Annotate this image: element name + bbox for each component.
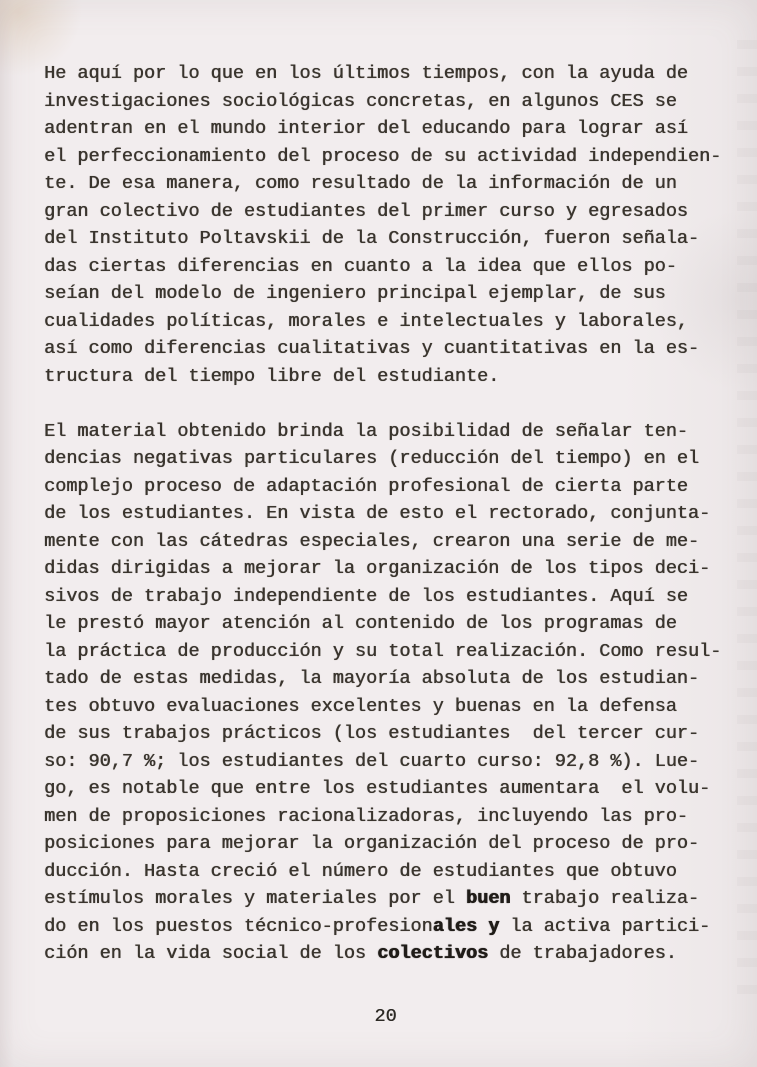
text-line xyxy=(44,225,734,253)
text-segment: de sus trabajos prácticos (los estudiantes del tercer cur- xyxy=(44,723,700,744)
text-segment: del Instituto Poltavskii de la Construcción, fueron señala- xyxy=(44,228,700,249)
text-line xyxy=(44,363,734,391)
text-segment: so: 90,7 %; los estudiantes del cuarto curso: 92,8 %). Lue- xyxy=(44,750,700,772)
text-line xyxy=(44,445,734,473)
bold-text-segment: colectivos xyxy=(377,943,489,964)
text-line xyxy=(44,885,734,913)
text-line xyxy=(44,803,734,831)
text-line xyxy=(44,913,734,941)
page-number: 20 xyxy=(374,1006,397,1027)
text-line xyxy=(44,583,734,611)
paragraph xyxy=(44,60,734,390)
text-segment: dencias negativas particulares (reducción del tiempo) en el xyxy=(44,448,700,469)
text-line xyxy=(44,253,734,281)
text-segment: investigaciones sociológicas concretas, en algunos CES se xyxy=(44,90,677,112)
text-line xyxy=(44,555,734,583)
paragraph xyxy=(44,418,734,968)
text-line xyxy=(44,610,734,638)
text-segment: así como diferencias cualitativas y cuantitativas en la es- xyxy=(44,338,700,359)
text-segment: tructura del tiempo libre del estudiante. xyxy=(44,365,500,387)
text-segment: ción en la vida social de los xyxy=(44,943,378,964)
text-line xyxy=(44,665,734,693)
text-segment: posiciones para mejorar la organización del proceso de pro- xyxy=(44,833,700,854)
text-segment: cualidades políticas, morales e intelectuales y laborales, xyxy=(44,310,688,332)
text-line xyxy=(44,830,734,858)
text-line xyxy=(44,198,734,226)
text-segment: complejo proceso de adaptación profesional de cierta parte xyxy=(44,475,688,497)
text-segment: El material obtenido brinda la posibilidad de señalar ten- xyxy=(44,420,688,442)
bold-text-segment: buen xyxy=(465,888,511,909)
bleedthrough-texture xyxy=(737,40,757,1000)
text-segment: tado de estas medidas, la mayoría absoluta de los estudian- xyxy=(44,668,700,689)
text-line xyxy=(44,638,734,666)
text-line xyxy=(44,335,734,363)
text-line xyxy=(44,88,734,116)
text-line xyxy=(44,308,734,336)
text-line xyxy=(44,170,734,198)
text-line xyxy=(44,775,734,803)
text-line xyxy=(44,60,734,88)
text-segment: do en los puestos técnico-profesion xyxy=(44,915,433,937)
text-segment: le prestó mayor atención al contenido de los programas de xyxy=(44,613,677,634)
text-segment: ducción. Hasta creció el número de estudiantes que obtuvo xyxy=(44,860,677,882)
text-segment: das ciertas diferencias en cuanto a la idea que ellos po- xyxy=(44,255,677,277)
text-segment: estímulos morales y materiales por el xyxy=(44,888,466,909)
text-line xyxy=(44,500,734,528)
text-line xyxy=(44,418,734,446)
text-segment: de trabajadores. xyxy=(488,943,677,964)
text-segment: te. De esa manera, como resultado de la información de un xyxy=(44,173,677,194)
bold-text-segment: ales y xyxy=(432,915,500,937)
text-segment: la práctica de producción y su total realización. Como resul- xyxy=(44,640,722,662)
text-segment: didas dirigidas a mejorar la organización de los tipos deci- xyxy=(44,558,711,579)
text-line xyxy=(44,473,734,501)
text-line xyxy=(44,748,734,776)
text-segment: adentran en el mundo interior del educando para lograr así xyxy=(44,118,688,139)
text-segment: gran colectivo de estudiantes del primer curso y egresados xyxy=(44,200,688,222)
text-segment: de los estudiantes. En vista de esto el rectorado, conjunta- xyxy=(44,503,711,524)
text-segment: go, es notable que entre los estudiantes aumentara el volu- xyxy=(44,778,711,799)
text-segment: tes obtuvo evaluaciones excelentes y buenas en la defensa xyxy=(44,695,677,717)
text-line xyxy=(44,143,734,171)
text-segment: seían del modelo de ingeniero principal ejemplar, de sus xyxy=(44,283,666,304)
text-segment: men de proposiciones racionalizadoras, incluyendo las pro- xyxy=(44,805,688,827)
text-block xyxy=(44,60,734,968)
text-line xyxy=(44,528,734,556)
text-segment: el perfeccionamiento del proceso de su actividad independien- xyxy=(44,145,722,167)
text-segment: He aquí por lo que en los últimos tiempos, con la ayuda de xyxy=(44,63,688,84)
text-line xyxy=(44,858,734,886)
text-line xyxy=(44,280,734,308)
text-line xyxy=(44,720,734,748)
text-segment: sivos de trabajo independiente de los estudiantes. Aquí se xyxy=(44,585,688,607)
text-line xyxy=(44,940,734,968)
text-line xyxy=(44,693,734,721)
text-line xyxy=(44,115,734,143)
text-segment: mente con las cátedras especiales, crearon una serie de me- xyxy=(44,530,700,552)
text-segment: la activa partici- xyxy=(499,915,711,937)
text-segment: trabajo realiza- xyxy=(510,888,700,909)
